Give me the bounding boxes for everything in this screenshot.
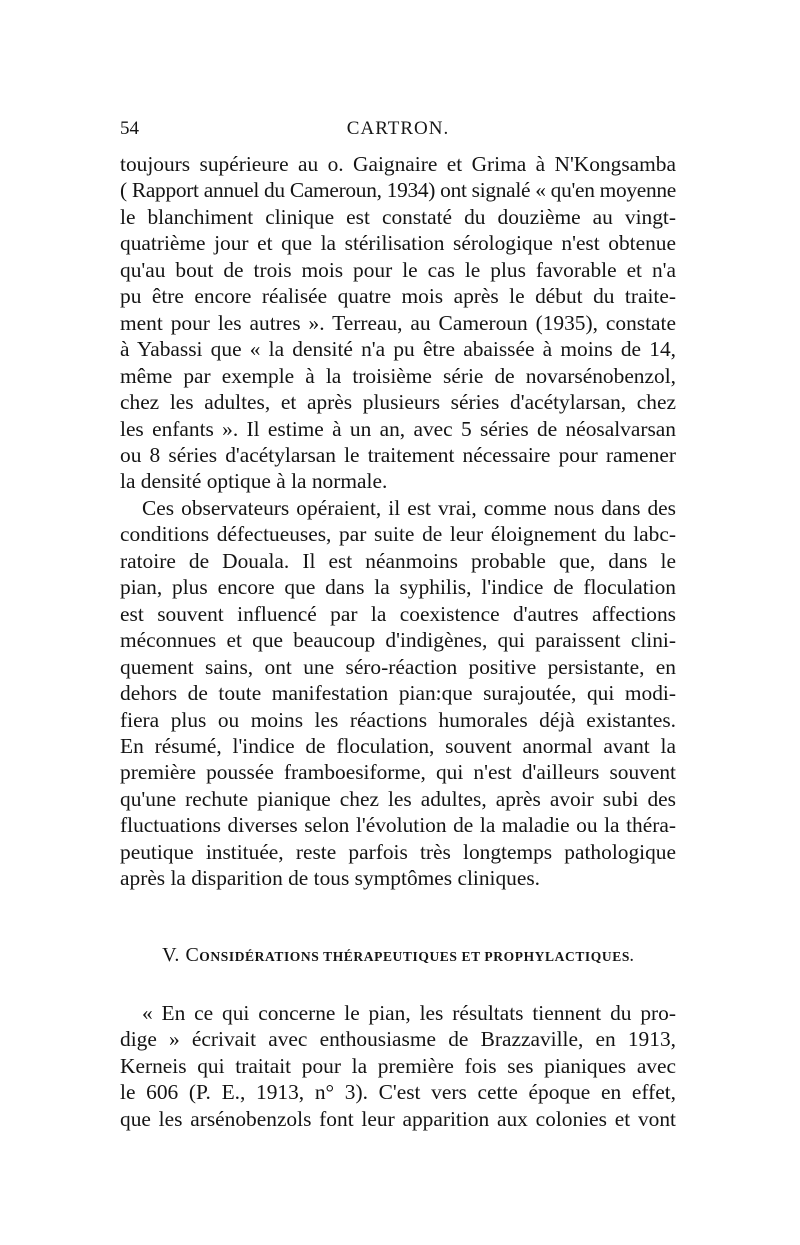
page-number: 54 [120,118,139,139]
text-line: à Yabassi que « la densité n'a pu être abaissée à moins de 14, [120,337,676,362]
section-heading [120,944,676,967]
body-text [120,151,676,892]
text-line: chez les adultes, et après plusieurs séries d'acétylarsan, chez [120,390,676,415]
running-head: CARTRON. [346,118,450,139]
text-line: que les arsénobenzols font leur apparition aux colonies et vont [120,1106,676,1131]
text-line: ratoire de Douala. Il est néanmoins probable que, dans le [120,548,676,573]
text-line: dige » écrivait avec enthousiasme de Brazzaville, en 1913, [120,1027,676,1052]
page-header [120,118,676,144]
text-line: ou 8 séries d'acétylarsan le traitement nécessaire pour ramener [120,442,676,467]
text-line: qu'au bout de trois mois pour le cas le plus favorable et n'a [120,257,676,282]
text-line: Kerneis qui traitait pour la première fois ses pianiques avec [120,1053,676,1078]
text-line: dehors de toute manifestation pian:que surajoutée, qui modi- [120,681,676,706]
text-line: les enfants ». Il estime à un an, avec 5 séries de néosalvarsan [120,416,676,441]
text-line: En résumé, l'indice de floculation, souvent anormal avant la [120,733,676,758]
text-line: même par exemple à la troisième série de novarsénobenzol, [120,363,676,388]
text-line: fiera plus ou moins les réactions humorales déjà existantes. [120,707,676,732]
text-line: toujours supérieure au o. Gaignaire et Grima à N'Kongsamba [120,152,676,176]
text-line: le 606 (P. E., 1913, n° 3). C'est vers cette époque en effet, [120,1080,676,1105]
text-line: « En ce qui concerne le pian, les résultats tiennent du pro- [142,1001,676,1025]
text-line: quatrième jour et que la stérilisation sérologique n'est obtenue [120,231,676,256]
text-line: est souvent influencé par la coexistence d'autres affections [120,601,676,626]
paragraph-2 [120,495,676,892]
text-line: pu être encore réalisée quatre mois après le début du traite- [120,284,676,309]
text-line: Ces observateurs opéraient, il est vrai, comme nous dans des [142,495,676,520]
section-initial: C [185,944,200,966]
body-text-continued [120,1000,676,1132]
text-line: pian, plus encore que dans la syphilis, l'indice de floculation [120,575,676,600]
text-line: méconnues et que beaucoup d'indigènes, qui paraissent clini- [120,628,676,653]
paragraph-3 [120,1000,676,1132]
paragraph-1 [120,151,676,495]
text-line: ( Rapport annuel du Cameroun, 1934) ont signalé « qu'en moyenne [120,178,676,203]
text-line: après la disparition de tous symptômes cliniques. [120,866,541,891]
text-line: peutique instituée, reste parfois très longtemps pathologique [120,839,676,864]
text-line: première poussée framboesiforme, qui n'est d'ailleurs souvent [120,760,676,785]
text-line: ment pour les autres ». Terreau, au Cameroun (1935), constate [120,310,676,335]
text-line: la densité optique à la normale. [120,469,388,494]
section-title: ONSIDÉRATIONS THÉRAPEUTIQUES ET PROPHYLACTIQUES. [199,949,634,964]
text-line: quement sains, ont une séro-réaction positive persistante, en [120,654,676,679]
text-line: le blanchiment clinique est constaté du douzième au vingt- [120,204,676,229]
text-line: qu'une rechute pianique chez les adultes, après avoir subi des [120,786,676,811]
section-number: V. [162,944,180,966]
text-line: fluctuations diverses selon l'évolution de la maladie ou la théra- [120,813,676,838]
text-line: conditions défectueuses, par suite de leur éloignement du labc- [120,522,676,547]
